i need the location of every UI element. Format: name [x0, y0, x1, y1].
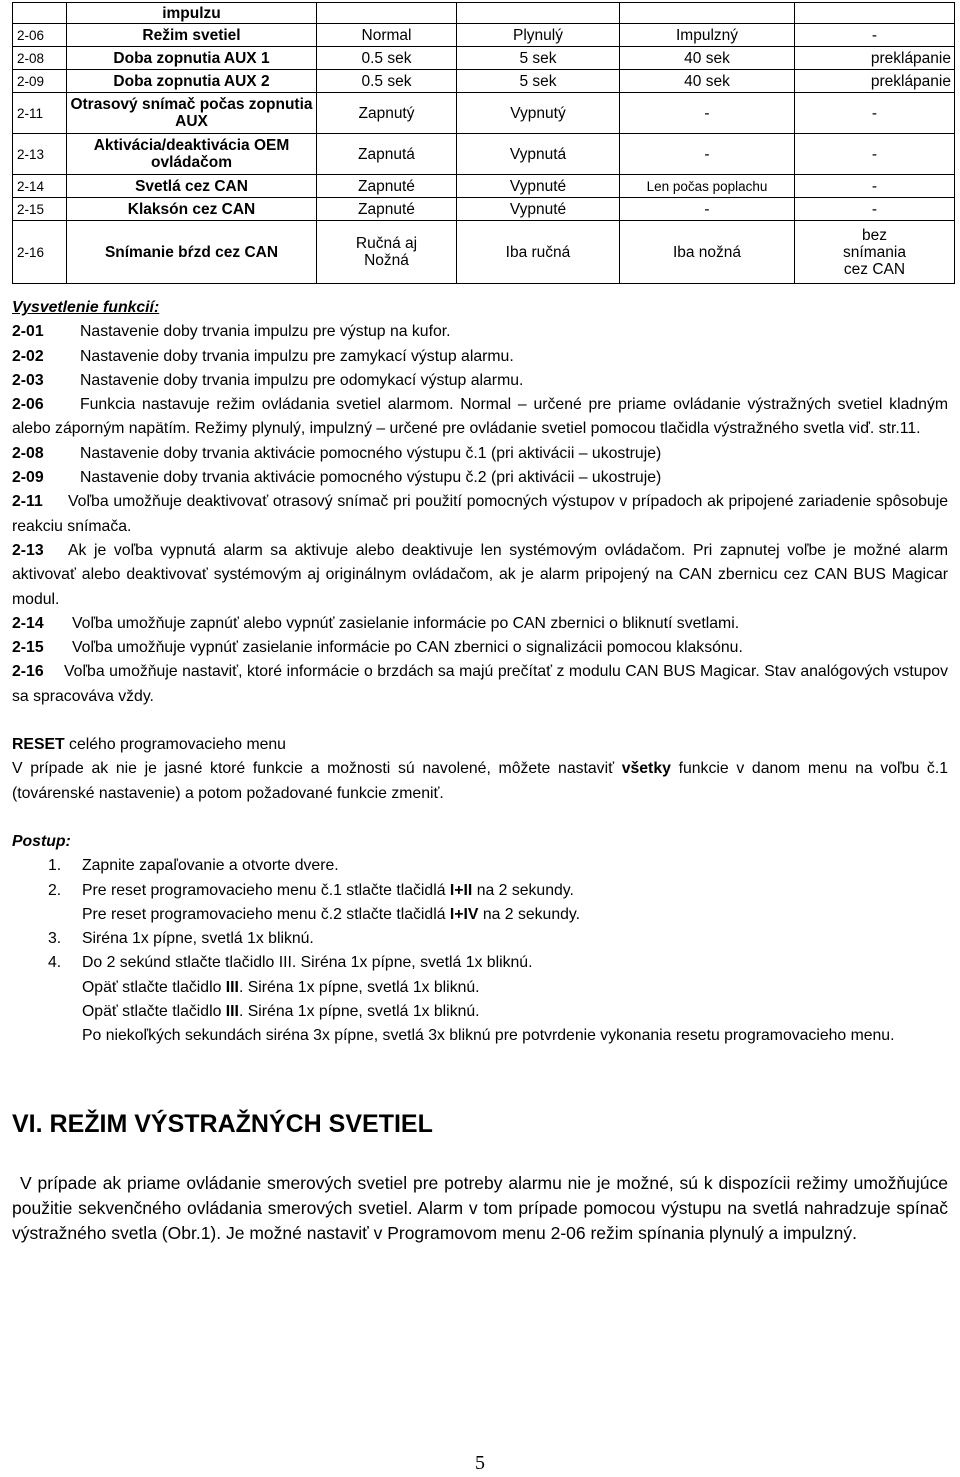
table-row	[13, 93, 955, 134]
step-line	[82, 879, 948, 903]
step-line	[82, 903, 948, 927]
explanation-item	[12, 466, 948, 490]
option-2: Vypnuté	[457, 198, 620, 221]
reset-title-rest: celého programovacieho menu	[64, 736, 286, 754]
param-name: Doba zopnutia AUX 1	[67, 47, 317, 70]
option-1: 0.5 sek	[317, 70, 457, 93]
param-name: impulzu	[67, 3, 317, 24]
table-row	[13, 221, 955, 284]
table-row	[13, 175, 955, 198]
section-title: VI. REŽIM VÝSTRAŽNÝCH SVETIEL	[12, 1109, 433, 1138]
param-name: Aktivácia/deaktivácia OEM ovládačom	[67, 134, 317, 175]
table-row	[13, 70, 955, 93]
parameter-table	[12, 2, 955, 284]
param-code: 2-16	[13, 221, 67, 284]
explanation-item	[12, 369, 948, 393]
option-4: -	[795, 175, 955, 198]
list-item	[12, 854, 948, 878]
option-4: -	[795, 93, 955, 134]
item-code: 2-09	[12, 469, 44, 487]
option-3: -	[620, 93, 795, 134]
reset-text-after: funkcie v danom menu na voľbu č.1 (továrenské nastavenie) a potom požadované funkcie zmeniť.	[12, 760, 948, 802]
section-paragraph: V prípade ak priame ovládanie smerových svetiel pre potreby alarmu nie je možné, sú k dispozícii režimy umožňujúce použitie sekvenčného ovládania smerových svetiel. Alarm v tom prípade pomocou výstupu na svetlá nahradzuje spínač výstražného svetla (Obr.1). Je možné nastaviť v Programovom menu 2-06 režim spínania plynulý a impulzný.	[12, 1172, 948, 1243]
step-text: . Siréna 1x pípne, svetlá 1x bliknú.	[238, 978, 480, 996]
item-code: 2-13	[12, 541, 44, 559]
step-number: 2.	[48, 881, 62, 899]
table-row	[13, 24, 955, 47]
param-code: 2-06	[13, 24, 67, 47]
table-row	[13, 47, 955, 70]
option-1: Normal	[317, 24, 457, 47]
param-name: Doba zopnutia AUX 2	[67, 70, 317, 93]
item-code: 2-11	[12, 493, 43, 511]
option-3: 40 sek	[620, 70, 795, 93]
step-number: 3.	[48, 930, 62, 948]
explanation-item	[12, 612, 948, 636]
param-code	[13, 3, 67, 24]
option-4	[795, 221, 955, 284]
option-2: Iba ručná	[457, 221, 620, 284]
explanation-item	[12, 320, 948, 344]
option-2	[457, 3, 620, 24]
procedure-heading: Postup:	[12, 832, 71, 850]
option-4	[795, 3, 955, 24]
list-item	[12, 927, 948, 951]
option-1: 0.5 sek	[317, 47, 457, 70]
item-text: Nastavenie doby trvania aktivácie pomocného výstupu č.2 (pri aktivácii – ukostruje)	[80, 469, 662, 487]
option-4: preklápanie	[795, 70, 955, 93]
explanation-item	[12, 660, 948, 709]
step-line	[82, 1000, 948, 1024]
item-code: 2-16	[12, 663, 44, 681]
list-item	[12, 951, 948, 1048]
option-1: Zapnuté	[317, 175, 457, 198]
option-3: Iba nožná	[620, 221, 795, 284]
step-line: Po niekoľkých sekundách siréna 3x pípne, svetlá 3x bliknú pre potvrdenie vykonania resetu programovacieho menu.	[82, 1027, 895, 1045]
page-content	[12, 296, 948, 1246]
table-row	[13, 134, 955, 175]
option-1	[317, 3, 457, 24]
reset-text: V prípade ak nie je jasné ktoré funkcie a možnosti sú navolené, môžete nastaviť	[12, 760, 622, 778]
item-text: Nastavenie doby trvania aktivácie pomocného výstupu č.1 (pri aktivácii – ukostruje)	[80, 444, 662, 462]
option-3: -	[620, 198, 795, 221]
step-text: Pre reset programovacieho menu č.2 stlačte tlačidlá	[82, 905, 450, 923]
option-1: Zapnutý	[317, 93, 457, 134]
param-code: 2-08	[13, 47, 67, 70]
param-code: 2-09	[13, 70, 67, 93]
option-2: Vypnutý	[457, 93, 620, 134]
reset-text-bold: všetky	[621, 760, 671, 778]
item-text: Voľba umožňuje nastaviť, ktoré informácie o brzdách sa majú prečítať z modulu CAN BUS Magicar. Stav analógových vstupov sa spracováva vždy.	[12, 663, 948, 705]
option-2: 5 sek	[457, 47, 620, 70]
item-code: 2-14	[12, 614, 44, 632]
item-text: Nastavenie doby trvania impulzu pre odomykací výstup alarmu.	[80, 371, 524, 389]
option-3: -	[620, 134, 795, 175]
item-text: Ak je voľba vypnutá alarm sa aktivuje alebo deaktivuje len systémovým ovládačom. Pri zapnutej voľbe je možné alarm aktivovať alebo deaktivovať systémovým aj originálnym ovládačom, ak je alarm pripojený na CAN zbernicu cez CAN BUS Magicar modul.	[12, 541, 948, 608]
option-3: Impulzný	[620, 24, 795, 47]
step-number: 1.	[48, 857, 62, 875]
table-row	[13, 198, 955, 221]
step-text: na 2 sekundy.	[472, 881, 574, 899]
explanation-item	[12, 636, 948, 660]
explanations-heading: Vysvetlenie funkcií:	[12, 299, 160, 316]
option-3: 40 sek	[620, 47, 795, 70]
procedure-steps	[12, 854, 948, 1048]
option-4-text: bez snímania cez CAN	[843, 226, 906, 278]
table-row	[13, 3, 955, 24]
option-2: Vypnutá	[457, 134, 620, 175]
option-1: Zapnuté	[317, 198, 457, 221]
step-line: Do 2 sekúnd stlačte tlačidlo III. Siréna 1x pípne, svetlá 1x bliknú.	[82, 954, 533, 972]
list-item	[12, 879, 948, 928]
option-1-text: Ručná aj Nožná	[355, 235, 418, 269]
explanation-item	[12, 539, 948, 612]
button-combo: I+II	[449, 881, 473, 899]
option-2: Plynulý	[457, 24, 620, 47]
step-text: . Siréna 1x pípne, svetlá 1x bliknú.	[238, 1003, 480, 1021]
item-text: Voľba umožňuje deaktivovať otrasový snímač pri použití pomocných výstupov v prípadoch ak pripojené zariadenie spôsobuje reakciu snímača.	[12, 493, 948, 535]
step-text: Zapnite zapaľovanie a otvorte dvere.	[82, 857, 339, 875]
page-number: 5	[475, 1452, 485, 1474]
button-combo: I+IV	[449, 905, 479, 923]
step-text: na 2 sekundy.	[478, 905, 581, 923]
item-code: 2-15	[12, 639, 44, 657]
explanation-item	[12, 442, 948, 466]
explanation-item	[12, 345, 948, 369]
option-4: -	[795, 134, 955, 175]
option-3	[620, 3, 795, 24]
option-3: Len počas poplachu	[620, 175, 795, 198]
reset-title-bold: RESET	[12, 736, 65, 754]
explanation-item	[12, 393, 948, 442]
item-code: 2-01	[12, 323, 44, 341]
option-1: Zapnutá	[317, 134, 457, 175]
reset-paragraph	[12, 757, 948, 806]
explanation-item	[12, 490, 948, 539]
item-text: Voľba umožňuje vypnúť zasielanie informácie po CAN zbernici o signalizácii pomocou klaksónu.	[72, 639, 743, 657]
param-code: 2-15	[13, 198, 67, 221]
option-2: Vypnuté	[457, 175, 620, 198]
step-line	[82, 976, 948, 1000]
step-number: 4.	[48, 954, 62, 972]
param-code: 2-13	[13, 134, 67, 175]
item-code: 2-03	[12, 371, 44, 389]
param-code: 2-14	[13, 175, 67, 198]
button-label: III	[225, 978, 239, 996]
item-text: Nastavenie doby trvania impulzu pre zamykací výstup alarmu.	[80, 347, 514, 365]
item-code: 2-08	[12, 444, 44, 462]
item-text: Nastavenie doby trvania impulzu pre výstup na kufor.	[80, 323, 451, 341]
item-code: 2-06	[12, 396, 44, 414]
reset-title	[12, 733, 948, 757]
item-text: Funkcia nastavuje režim ovládania svetiel alarmom. Normal – určené pre priame ovládanie výstražných svetiel kladným alebo záporným napätím. Režimy plynulý, impulzný – určené pre ovládanie svetiel pomocou tlačidla výstražného svetla viď. str.11.	[12, 396, 948, 438]
param-name: Snímanie bŕzd cez CAN	[67, 221, 317, 284]
param-name: Svetlá cez CAN	[67, 175, 317, 198]
param-name: Klaksón cez CAN	[67, 198, 317, 221]
item-text: Voľba umožňuje zapnúť alebo vypnúť zasielanie informácie po CAN zbernici o bliknutí svetlami.	[72, 614, 740, 632]
param-name: Otrasový snímač počas zopnutia AUX	[67, 93, 317, 134]
step-text: Opäť stlačte tlačidlo	[82, 978, 226, 996]
param-code: 2-11	[13, 93, 67, 134]
step-text: Opäť stlačte tlačidlo	[82, 1003, 226, 1021]
option-1	[317, 221, 457, 284]
option-4: preklápanie	[795, 47, 955, 70]
button-label: III	[225, 1003, 239, 1021]
option-4: -	[795, 24, 955, 47]
step-text: Siréna 1x pípne, svetlá 1x bliknú.	[82, 930, 314, 948]
option-4: -	[795, 198, 955, 221]
option-2: 5 sek	[457, 70, 620, 93]
step-text: Pre reset programovacieho menu č.1 stlačte tlačidlá	[82, 881, 450, 899]
param-name: Režim svetiel	[67, 24, 317, 47]
item-code: 2-02	[12, 347, 44, 365]
